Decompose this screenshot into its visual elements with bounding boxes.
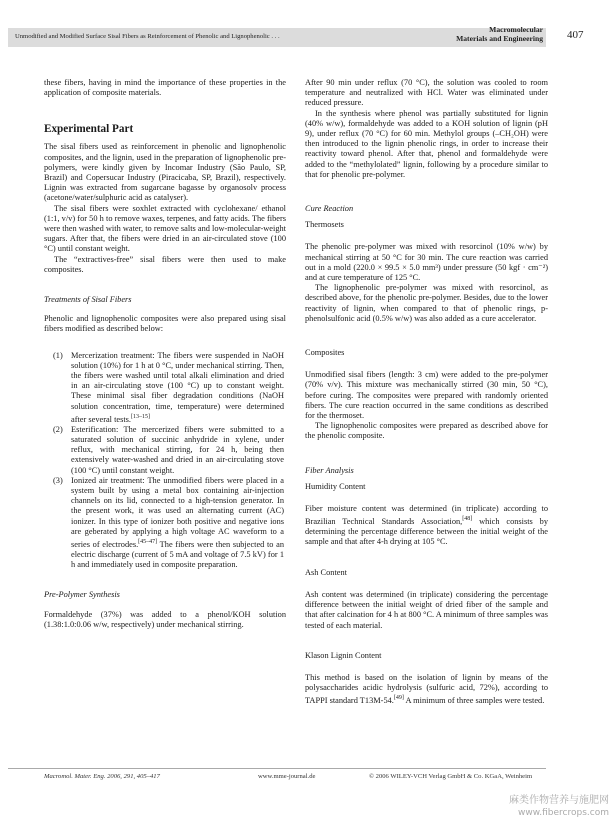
- subheading-treatments: Treatments of Sisal Fibers: [44, 295, 132, 305]
- footer-rule: [8, 768, 546, 769]
- subheading-cure-reaction: Cure Reaction: [305, 204, 354, 214]
- list-item-text-cont: The fibers were then subjected to an electric discharge (current of 5 mA and voltage of 7.5 kV) for 1 h and immediately used in composite preparation.: [71, 539, 285, 570]
- list-item: [44, 425, 286, 476]
- lignophenolic-composites-paragraph: The lignophenolic composites were prepared as described above for the phenolic composite.: [305, 421, 548, 441]
- citation-ref: [48]: [462, 516, 473, 523]
- subheading-humidity: Humidity Content: [305, 481, 366, 491]
- treatments-intro: Phenolic and lignophenolic composites were also prepared using sisal fibers modified as described below:: [44, 314, 286, 334]
- phenolic-cure-paragraph: The phenolic pre-polymer was mixed with resorcinol (10% w/w) by mechanical stirring at 50 °C for 30 min. The cure reaction was carried out in a mold (220.0 × 99.5 × 5.0 mm³) under pressure (50 kgf · cm⁻²) and at cure temperature of 125 °C.: [305, 242, 548, 283]
- list-item-text: Esterification: The mercerized fibers were submitted to a saturated solution of succinic anhydride in xylene, under reflux, with mechanical stirring, for 24 h, being then extensively water-washed and dried in an air-circulating stove (100 °C) until constant weight.: [71, 424, 284, 475]
- list-item-text: Mercerization treatment: The fibers were suspended in NaOH solution (10%) for 1 h at 0 °C, under mechanical stirring. Then, the fibers were washed until total alkali elimination and dried in an air-circulating stove (100 °C) up to constant weight. These minimal sisal fiber degradation conditions (NaOH solution concentration, time, temperature) were determined after several tests.: [71, 350, 284, 424]
- lignophenolic-cure-paragraph: The lignophenolic pre-polymer was mixed with resorcinol, as described above, for the phenolic pre-polymer. Besides, due to the lower reactivity of lignin, when compared to that of phenolic rings, p-phenolsulfonic acid (0.5% w/w) was also added as a cure accelerator.: [305, 283, 548, 323]
- klason-text: This method is based on the isolation of lignin by means of the polysaccharides acidic hydrolysis (sulfuric acid, 72%), according to TAPPI standard T13M-54.: [305, 672, 548, 706]
- humidity-text-cont: which consists by determining the percentage difference between the initial weight of the sample and that after 4-h drying at 105 °C.: [305, 517, 548, 547]
- page-number: 407: [567, 29, 584, 41]
- subheading-ash: Ash Content: [305, 567, 347, 577]
- klason-text-cont: A minimum of three samples were tested.: [403, 696, 545, 706]
- composites-paragraph: Unmodified sisal fibers (length: 3 cm) were added to the pre-polymer (70% v/v). This mixture was mechanically stirred (30 min, 50 °C), before curing. The composites were prepared with randomly oriented fibers. The cure reaction occurred in the same conditions as described for the thermoset.: [305, 370, 548, 421]
- running-title: Unmodified and Modified Surface Sisal Fibers as Reinforcement of Phenolic and Lignophenolic . . .: [15, 33, 280, 40]
- klason-paragraph: [305, 673, 548, 706]
- ash-paragraph: Ash content was determined (in triplicate) considering the percentage difference between the initial weight of dried fiber of the sample and that after calcination for 4 h at 800 °C. A minimum of three samples was tested of each material.: [305, 589, 548, 630]
- humidity-paragraph: [305, 504, 548, 548]
- journal-name: [456, 25, 543, 43]
- citation-ref: [13–15]: [131, 413, 150, 420]
- materials-paragraph: The sisal fibers used as reinforcement in phenolic and lignophenolic composites, and the lignin, used in the preparation of lignophenolic pre-polymers, were kindly given by Incomar Industry (São Paulo, SP, Brazil) and Copersucar Industry (Piracicaba, SP, Brazil), respectively. Lignin was extracted from sugarcane bagasse by organosolv process (acetone/water/sulphuric acid as catalyser).: [44, 142, 286, 203]
- prepolymer-paragraph: Formaldehyde (37%) was added to a phenol/KOH solution (1.38:1.0:0.06 w/w, respectively) under mechanical stirring.: [44, 609, 286, 629]
- treatment-list: [44, 351, 286, 571]
- footer-copyright: © 2006 WILEY-VCH Verlag GmbH & Co. KGaA, Weinheim: [369, 773, 533, 780]
- list-item-number: (1): [53, 350, 63, 360]
- citation-ref: [49]: [393, 695, 404, 702]
- intro-paragraph: these fibers, having in mind the importance of these properties in the application of composite materials.: [44, 78, 286, 98]
- footer-url[interactable]: www.mme-journal.de: [258, 773, 316, 780]
- reflux-paragraph: After 90 min under reflux (70 °C), the solution was cooled to room temperature and neutralized with HCl. Water was eliminated under reduced pressure.: [305, 78, 548, 108]
- list-item: [44, 351, 286, 425]
- watermark-line1: 麻类作物营养与施肥网: [509, 795, 609, 806]
- left-column: [44, 78, 286, 630]
- subheading-thermosets: Thermosets: [305, 220, 344, 230]
- watermark: [509, 795, 609, 819]
- subheading-fiber-analysis: Fiber Analysis: [305, 465, 354, 475]
- extraction-paragraph: The sisal fibers were soxhlet extracted with cyclohexane/ ethanol (1:1, v/v) for 50 h to remove waxes, terpenes, and fatty acids. The fibers were then washed with water, to remove salts and low-molecular-weight sugars. After that, the fibers were dried in an air-circulated stove (100 °C) until constant weight.: [44, 203, 286, 254]
- list-item-number: (2): [53, 424, 63, 434]
- list-item-text: Ionized air treatment: The unmodified fibers were placed in a system built by using a metal box containing air-injection channels on its lid, connected to a high-tension generator. In the present work, it was used an alternating current (AC) ionizer. In this type of ionizer both positive and negative ions are geberated by applying a high voltage AC waveform to a series of electrodes.: [71, 475, 284, 549]
- right-column: [305, 78, 548, 706]
- watermark-line2: www.fibercrops.com: [518, 808, 609, 818]
- citation-ref: [45–47]: [138, 539, 158, 546]
- journal-name-line2: Materials and Engineering: [456, 34, 543, 43]
- humidity-text: Fiber moisture content was determined (in triplicate) according to Brazilian Technical Standards Association,: [305, 504, 548, 527]
- extractives-free-paragraph: The “extractives-free” sisal fibers were then used to make composites.: [44, 254, 286, 274]
- section-heading-experimental: Experimental Part: [44, 123, 134, 136]
- footer-citation: Macromol. Mater. Eng. 2006, 291, 405–417: [44, 773, 160, 780]
- journal-name-line1: Macromolecular: [489, 25, 543, 34]
- subheading-prepolymer: Pre-Polymer Synthesis: [44, 590, 120, 600]
- subheading-klason: Klason Lignin Content: [305, 650, 382, 660]
- list-item: [44, 476, 286, 571]
- list-item-number: (3): [53, 475, 63, 485]
- subheading-composites: Composites: [305, 348, 345, 358]
- lignin-synthesis-paragraph: In the synthesis where phenol was partially substituted for lignin (40% w/w), formaldehyde was added to a KOH solution of lignin (pH 9), under reflux (70 °C) for 60 min. Methylol groups (–CH₂OH) were then introduced to the lignin phenolic rings, in order to increase their reactivity toward phenol. After that, phenol and formaldehyde were added to the “methylolated” lignin, following by a procedure similar to that for phenolic pre-polymer.: [305, 108, 548, 179]
